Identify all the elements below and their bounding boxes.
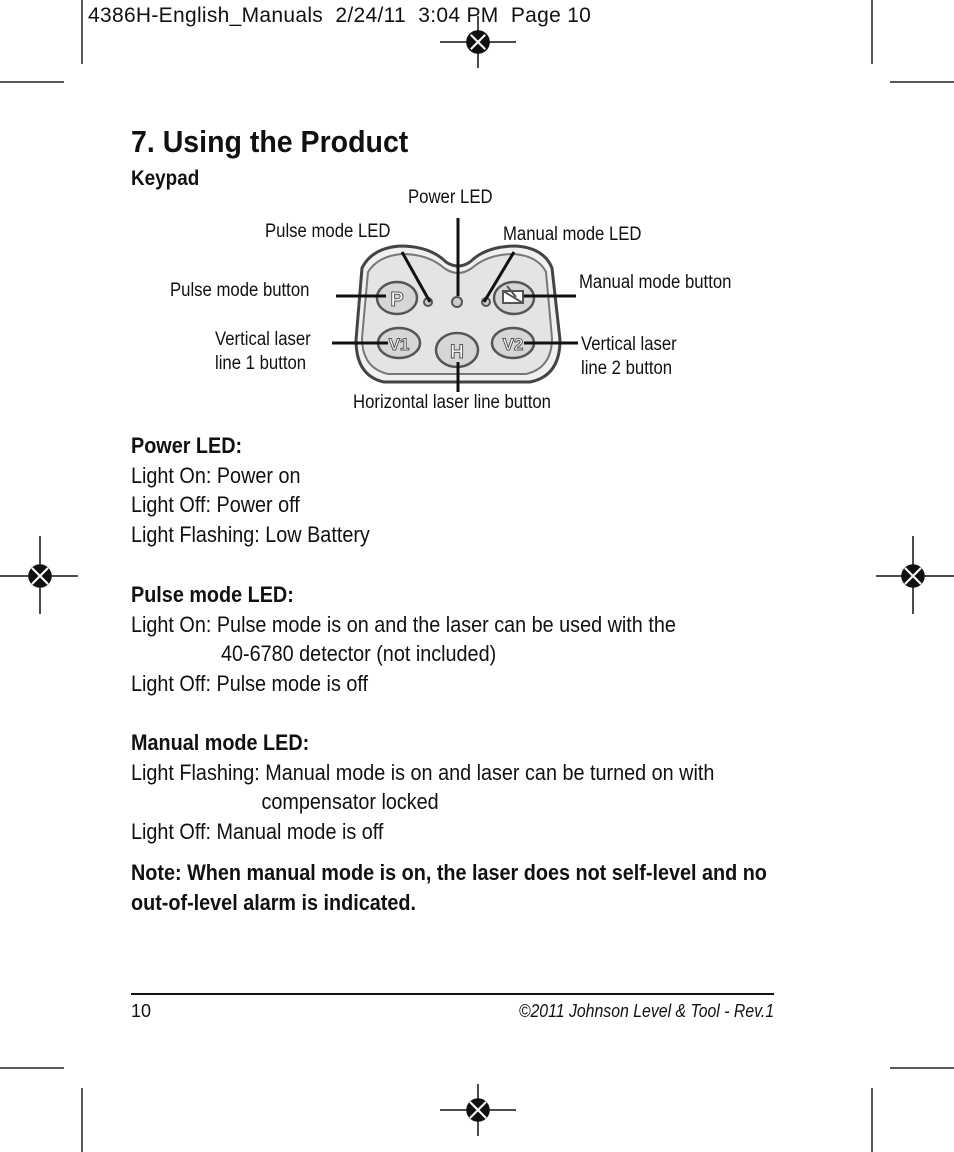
callout-vertical-line-2 [581, 333, 677, 381]
callout-power-led: Power LED [408, 187, 493, 208]
power-led-heading: Power LED: [131, 433, 243, 458]
pulse-led-section [131, 580, 676, 699]
page-title: 7. Using the Product [131, 124, 409, 159]
manual-mode-button[interactable] [494, 282, 534, 314]
callout-vertical-line-1-text-a: Vertical laser [215, 329, 311, 350]
v2-button-glyph: V2 [502, 335, 524, 354]
power-led [452, 297, 462, 307]
v1-button-glyph: V1 [388, 335, 410, 354]
footer-copyright: ©2011 Johnson Level & Tool - Rev.1 [518, 1001, 774, 1021]
power-led-section [131, 431, 370, 550]
footer-rule [131, 993, 774, 995]
pulse-led-line-on: Light On: Pulse mode is on and the laser can be used with the [131, 611, 676, 637]
callout-manual-mode-button: Manual mode button [579, 272, 732, 293]
h-button-glyph: H [450, 342, 464, 363]
power-led-line-flashing: Light Flashing: Low Battery [131, 522, 370, 548]
horizontal-line-button[interactable] [436, 333, 478, 367]
manual-led-heading: Manual mode LED: [131, 730, 310, 755]
pulse-led-heading: Pulse mode LED: [131, 582, 294, 607]
keypad-heading: Keypad [131, 167, 200, 190]
manual-mode-note: Note: When manual mode is on, the laser does not self-level and no out-of-level alarm is indicated. [131, 860, 767, 915]
footer-page-number: 10 [131, 1001, 152, 1021]
manual-led-line-flashing-cont: compensator locked [261, 789, 439, 815]
pulse-led-line-on-cont: 40-6780 detector (not included) [221, 641, 497, 667]
print-slug-line: 4386H-English_Manuals 2/24/11 3:04 PM Page 10 [88, 4, 592, 27]
callout-manual-mode-led: Manual mode LED [503, 224, 642, 245]
pulse-led-line-off: Light Off: Pulse mode is off [131, 671, 369, 697]
callout-pulse-mode-led: Pulse mode LED [265, 221, 391, 242]
callout-vertical-line-2-text-a: Vertical laser [581, 334, 677, 355]
manual-led-section [131, 728, 714, 847]
callout-horizontal-line: Horizontal laser line button [353, 392, 551, 413]
manual-led-line-flashing: Light Flashing: Manual mode is on and laser can be turned on with [131, 759, 715, 785]
power-led-line-off: Light Off: Power off [131, 492, 300, 518]
pulse-mode-button[interactable] [377, 282, 417, 314]
manual-led-line-off: Light Off: Manual mode is off [131, 819, 384, 845]
callout-vertical-line-2-text-b: line 2 button [581, 358, 673, 379]
callout-vertical-line-1 [215, 328, 311, 376]
pulse-button-glyph: P [390, 289, 404, 311]
power-led-line-on: Light On: Power on [131, 462, 301, 488]
callout-pulse-mode-button: Pulse mode button [170, 280, 310, 301]
callout-vertical-line-1-text-b: line 1 button [215, 353, 307, 374]
